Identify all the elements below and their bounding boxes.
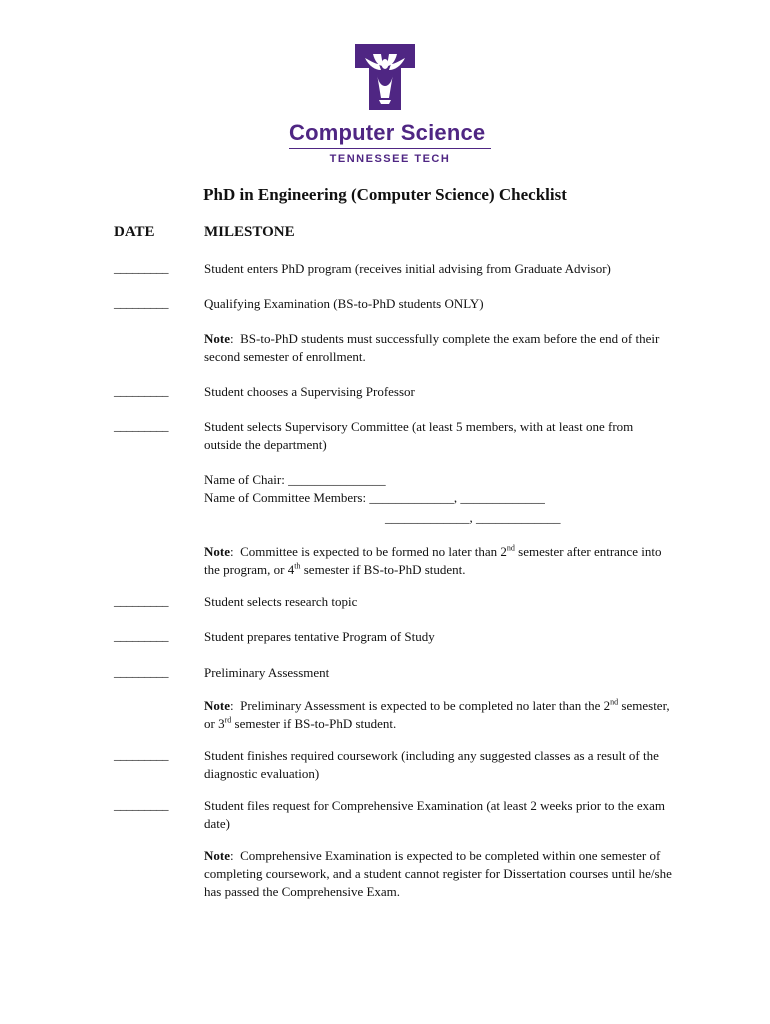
note-text: Committee is expected to be formed no later than 2 [240,544,507,559]
date-column-header: DATE [114,224,155,240]
chair-blank[interactable]: _______________ [288,472,386,487]
note-text: semester, or 3 [204,698,670,731]
date-blank[interactable]: _________ [114,628,168,643]
superscript: th [294,561,301,571]
milestone-column-header: MILESTONE [204,224,295,240]
date-blank[interactable]: _________ [114,797,168,812]
milestone-item: Student selects Supervisory Committee (at least 5 members, with at least one from outside the department) [204,419,634,452]
milestone-item: Qualifying Examination (BS-to-PhD students ONLY) [204,296,484,311]
note-comprehensive: Note: Comprehensive Examination is expected to be completed within one semester of completing coursework, and a student cannot register for Dissertation courses until he/she has passed the Comprehensive Exam. [204,848,672,899]
note-text: semester if BS-to-PhD student. [231,716,397,731]
department-name: Computer Science [289,120,486,145]
note-text: Preliminary Assessment is expected to be completed no later than the 2 [240,698,611,713]
tennessee-tech-eagle-t-logo-icon [355,44,415,110]
members-blank-2[interactable]: _____________, _____________ [385,510,561,525]
note-committee: Note: Committee is expected to be formed no later than 2nd semester after entrance into the program, or 4th semester if BS-to-PhD student. [204,543,662,577]
note-text: Comprehensive Examination is expected to be completed within one semester of completing coursework, and a student cannot register for Dissertation courses until he/she has passed the Comprehensive Exam. [204,848,672,899]
note-text: semester after entrance into the program, or 4 [204,544,662,577]
note-label: Note [204,848,230,863]
committee-fields [204,471,674,527]
logo [0,44,770,110]
members-blank-1[interactable]: _____________, _____________ [369,490,545,505]
date-blank[interactable]: _________ [114,593,168,608]
milestone-item: Student prepares tentative Program of Study [204,629,435,644]
superscript: rd [224,715,232,725]
note-text: BS-to-PhD students must successfully complete the exam before the end of their second semester of enrollment. [204,331,660,364]
page-title: PhD in Engineering (Computer Science) Checklist [203,185,567,204]
note-text: semester if BS-to-PhD student. [300,562,466,577]
note-preliminary: Note: Preliminary Assessment is expected to be completed no later than the 2nd semester, or 3rd semester if BS-to-PhD student. [204,697,670,731]
superscript: nd [610,697,619,707]
milestone-item: Preliminary Assessment [204,665,330,680]
date-blank[interactable]: _________ [114,418,168,433]
date-blank[interactable]: _________ [114,295,168,310]
date-blank[interactable]: _________ [114,747,168,762]
chair-label: Name of Chair: [204,472,289,487]
date-blank[interactable]: _________ [114,664,168,679]
date-blank[interactable]: _________ [114,383,168,398]
university-name: TENNESSEE TECH [329,153,451,165]
note-label: Note [204,698,230,713]
milestone-item: Student selects research topic [204,594,358,609]
note-label: Note [204,331,230,346]
date-blank[interactable]: _________ [114,260,168,275]
superscript: nd [506,543,515,553]
milestone-item: Student finishes required coursework (including any suggested classes as a result of the diagnostic evaluation) [204,748,659,781]
milestone-item: Student files request for Comprehensive Examination (at least 2 weeks prior to the exam date) [204,798,666,831]
logo-divider [289,148,491,149]
note-label: Note [204,544,230,559]
members-label: Name of Committee Members: [204,490,370,505]
milestone-item: Student chooses a Supervising Professor [204,384,415,399]
milestone-item: Student enters PhD program (receives initial advising from Graduate Advisor) [204,261,611,276]
note-qualifying: Note: BS-to-PhD students must successfully complete the exam before the end of their second semester of enrollment. [204,331,660,364]
